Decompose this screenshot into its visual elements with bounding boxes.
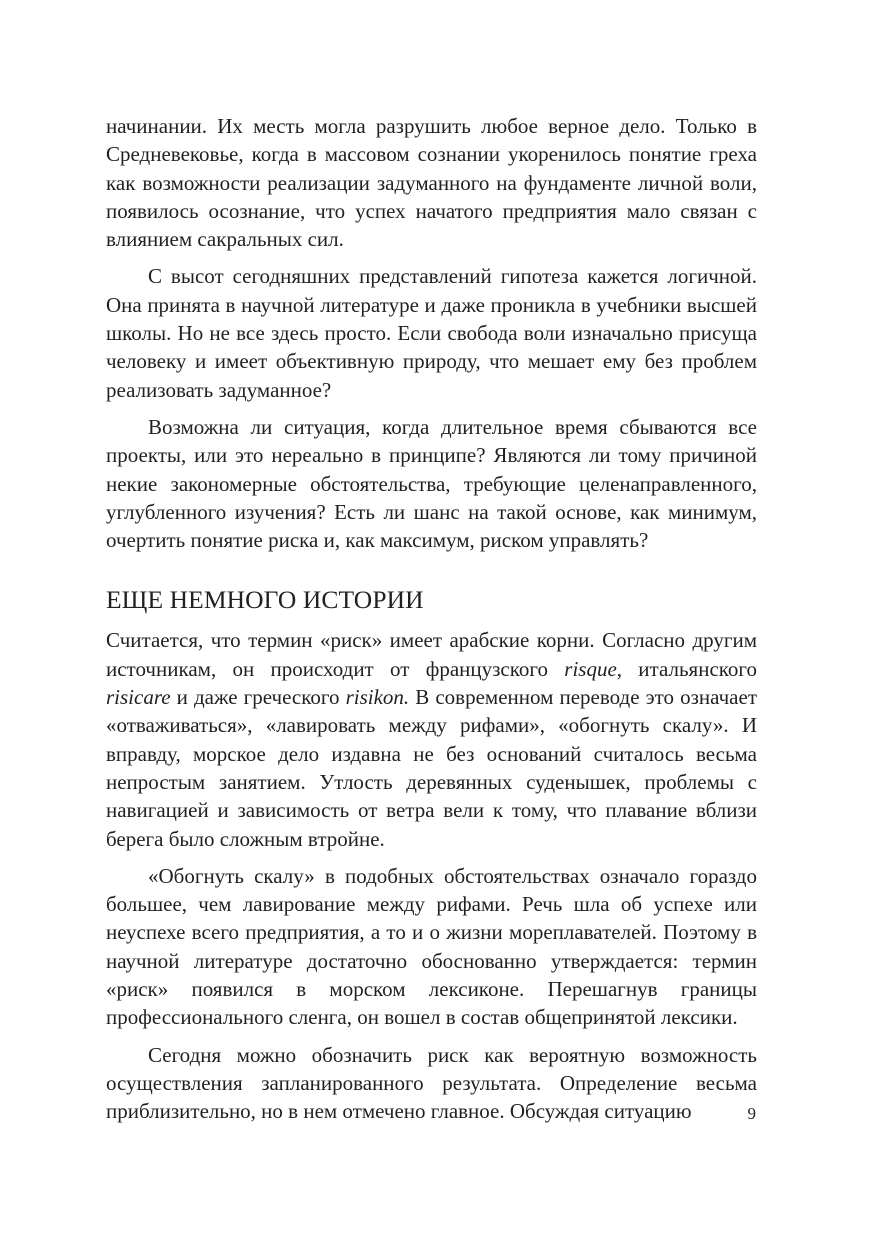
section-heading: ЕЩЕ НЕМНОГО ИСТОРИИ [106, 585, 424, 615]
risk-etymology-text-3: и даже греческого [170, 685, 346, 710]
paragraph-intro-continued: начинании. Их месть могла разрушить любое верное дело. Только в Средневековье, когда в массовом сознании укоренилось понятие греха как возможности реализации задуманного на фундаменте личной воли, появилось осознание, что успех начатого предприятия мало связан с влиянием сакральных сил. [106, 114, 757, 252]
page-number: 9 [747, 1104, 756, 1123]
paragraph-free-will: С высот сегодняшних представлений гипотеза кажется логичной. Она принята в научной литературе и даже проникла в учебники высшей школы. Но не все здесь просто. Если свобода воли изначально присуща человеку и имеет объективную природу, что мешает ему без проблем реализовать задуманное? [106, 264, 757, 402]
page-body [106, 112, 757, 1126]
paragraph-risk-etymology [106, 626, 757, 852]
term-risicare: risicare [106, 685, 171, 710]
paragraph-round-the-rock: «Обогнуть скалу» в подобных обстоятельствах означало гораздо большее, чем лавирование между рифами. Речь шла об успехе или неуспехе всего предприятия, а то и о жизни мореплавателей. Поэтому в научной литературе достаточно обоснованно утверждается: термин «риск» появился в морском лексиконе. Перешагнув границы профессионального сленга, он вошел в состав общепринятой лексики. [106, 863, 757, 1030]
term-risque: risque [564, 656, 617, 681]
risk-etymology-text-4: В современном переводе это означает «отваживаться», «лавировать между рифами», «обогнуть скалу». И вправду, морское дело издавна не без оснований считалось весьма непростым занятием. Утлость деревянных суденышек, проблемы с навигацией и зависимость от ветра вели к тому, что плавание вблизи берега было сложным втройне. [106, 685, 757, 851]
risk-etymology-text-1: Считается, что термин «риск» имеет арабские корни. Согласно другим источникам, он происходит от французского [106, 628, 757, 681]
term-risikon: risikon. [345, 685, 410, 710]
paragraph-projects-question: Возможна ли ситуация, когда длительное время сбываются все проекты, или это нереально в принципе? Являются ли тому причиной некие закономерные обстоятельства, требующие целенаправленного, углубленного изучения? Есть ли шанс на такой основе, как минимум, очертить понятие риска и, как максимум, риском управлять? [106, 414, 757, 553]
paragraph-risk-definition: Сегодня можно обозначить риск как вероятную возможность осуществления запланированного результата. Определение весьма приблизительно, но в нем отмечено главное. Обсуждая ситуацию [106, 1042, 757, 1124]
risk-etymology-text-2: , итальянского [616, 656, 757, 681]
